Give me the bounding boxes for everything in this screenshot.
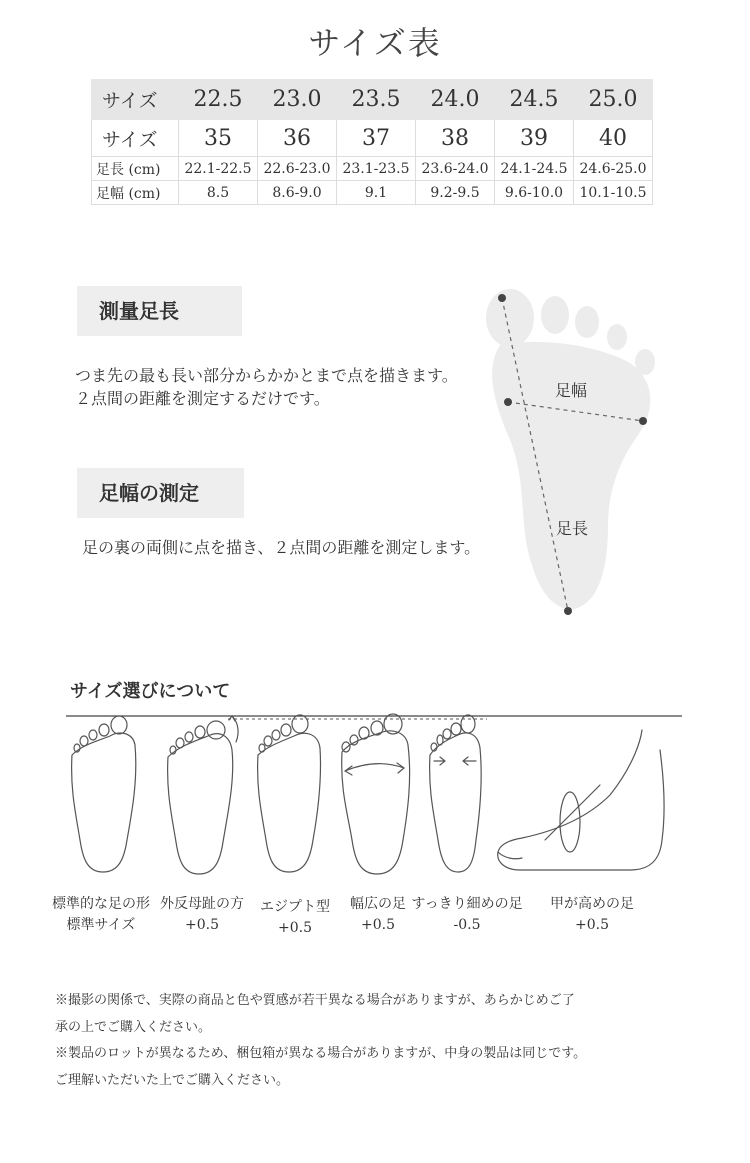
table-row [92, 80, 653, 120]
table-cell: 24.0 [416, 80, 495, 120]
table-cell: 22.5 [179, 80, 258, 120]
measure-length-text [75, 364, 458, 410]
table-cell: 9.6-10.0 [495, 181, 574, 205]
table-cell: 25.0 [574, 80, 653, 120]
foot-type-name: エジプト型 [260, 899, 330, 915]
table-cell: 36 [258, 120, 337, 157]
page-title: サイズ表 [308, 24, 442, 62]
table-cell: 24.1-24.5 [495, 157, 574, 181]
note-line: ※製品のロットが異なるため、梱包箱が異なる場合がありますが、中身の製品は同じです。 [55, 1046, 587, 1061]
table-cell: 23.1-23.5 [337, 157, 416, 181]
width-label: 足幅 [555, 381, 588, 400]
heel-point [564, 607, 572, 615]
size-table [91, 79, 653, 205]
text-line: つま先の最も長い部分からかかとまで点を描きます。 [75, 366, 458, 385]
foot-types-illustration [0, 700, 750, 890]
measure-length-heading: 測量足長 [77, 286, 242, 336]
foot-sole-icon [486, 289, 655, 609]
outer-point [639, 417, 647, 425]
note-line: ※撮影の関係で、実際の商品と色や質感が若干異なる場合がありますが、あらかじめご了 [55, 993, 575, 1008]
table-cell: 23.5 [337, 80, 416, 120]
foot-type-label [540, 894, 644, 936]
slim-foot-icon [430, 715, 482, 872]
text-line: ２点間の距離を測定するだけです。 [75, 389, 330, 408]
table-cell: 40 [574, 120, 653, 157]
foot-type-label [410, 894, 524, 936]
table-cell: 22.6-23.0 [258, 157, 337, 181]
foot-type-label [152, 894, 252, 936]
foot-type-name: 幅広の足 [350, 896, 406, 912]
standard-foot-icon [72, 716, 136, 872]
table-cell: 8.5 [179, 181, 258, 205]
egyptian-foot-icon [258, 715, 321, 872]
foot-type-label [46, 894, 156, 936]
table-cell: 22.1-22.5 [179, 157, 258, 181]
foot-type-note: +0.5 [575, 917, 609, 933]
table-cell: 8.6-9.0 [258, 181, 337, 205]
foot-type-note: +0.5 [361, 917, 395, 933]
foot-measure-diagram [470, 285, 690, 625]
note-line: 承の上でご購入ください。 [55, 1019, 212, 1035]
table-row [92, 181, 653, 205]
table-cell: 9.2-9.5 [416, 181, 495, 205]
foot-type-note: -0.5 [453, 917, 481, 933]
foot-type-name: 標準的な足の形 [52, 896, 150, 912]
row-header: サイズ [92, 120, 179, 157]
section-title: サイズ選びについて [70, 681, 231, 702]
table-cell: 23.0 [258, 80, 337, 120]
table-cell: 23.6-24.0 [416, 157, 495, 181]
inner-point [504, 398, 512, 406]
row-header: 足長 (cm) [92, 157, 179, 181]
foot-type-name: 外反母趾の方 [160, 896, 244, 912]
bunion-foot-icon [168, 716, 238, 874]
measure-width-text: 足の裏の両側に点を描き、２点間の距離を測定します。 [82, 538, 481, 557]
table-cell: 10.1-10.5 [574, 181, 653, 205]
table-row [92, 120, 653, 157]
foot-type-note: +0.5 [278, 920, 312, 936]
foot-type-label [253, 897, 337, 939]
foot-type-label [340, 894, 416, 936]
length-label: 足長 [556, 519, 589, 538]
table-cell: 38 [416, 120, 495, 157]
table-cell: 39 [495, 120, 574, 157]
note-line: ご理解いただいた上でご購入ください。 [55, 1072, 290, 1088]
table-cell: 9.1 [337, 181, 416, 205]
toe-point [498, 294, 506, 302]
foot-type-note: +0.5 [185, 917, 219, 933]
high-arch-foot-icon [498, 730, 664, 890]
table-cell: 24.6-25.0 [574, 157, 653, 181]
measure-width-heading: 足幅の測定 [77, 468, 244, 518]
row-header: 足幅 (cm) [92, 181, 179, 205]
table-cell: 24.5 [495, 80, 574, 120]
row-header: サイズ [92, 80, 179, 120]
foot-type-note: 標準サイズ [66, 917, 136, 933]
foot-type-name: すっきり細めの足 [411, 896, 523, 912]
table-cell: 35 [179, 120, 258, 157]
wide-foot-icon [342, 714, 410, 874]
notes [55, 988, 705, 1094]
table-cell: 37 [337, 120, 416, 157]
foot-type-name: 甲が高めの足 [550, 896, 634, 912]
table-row [92, 157, 653, 181]
